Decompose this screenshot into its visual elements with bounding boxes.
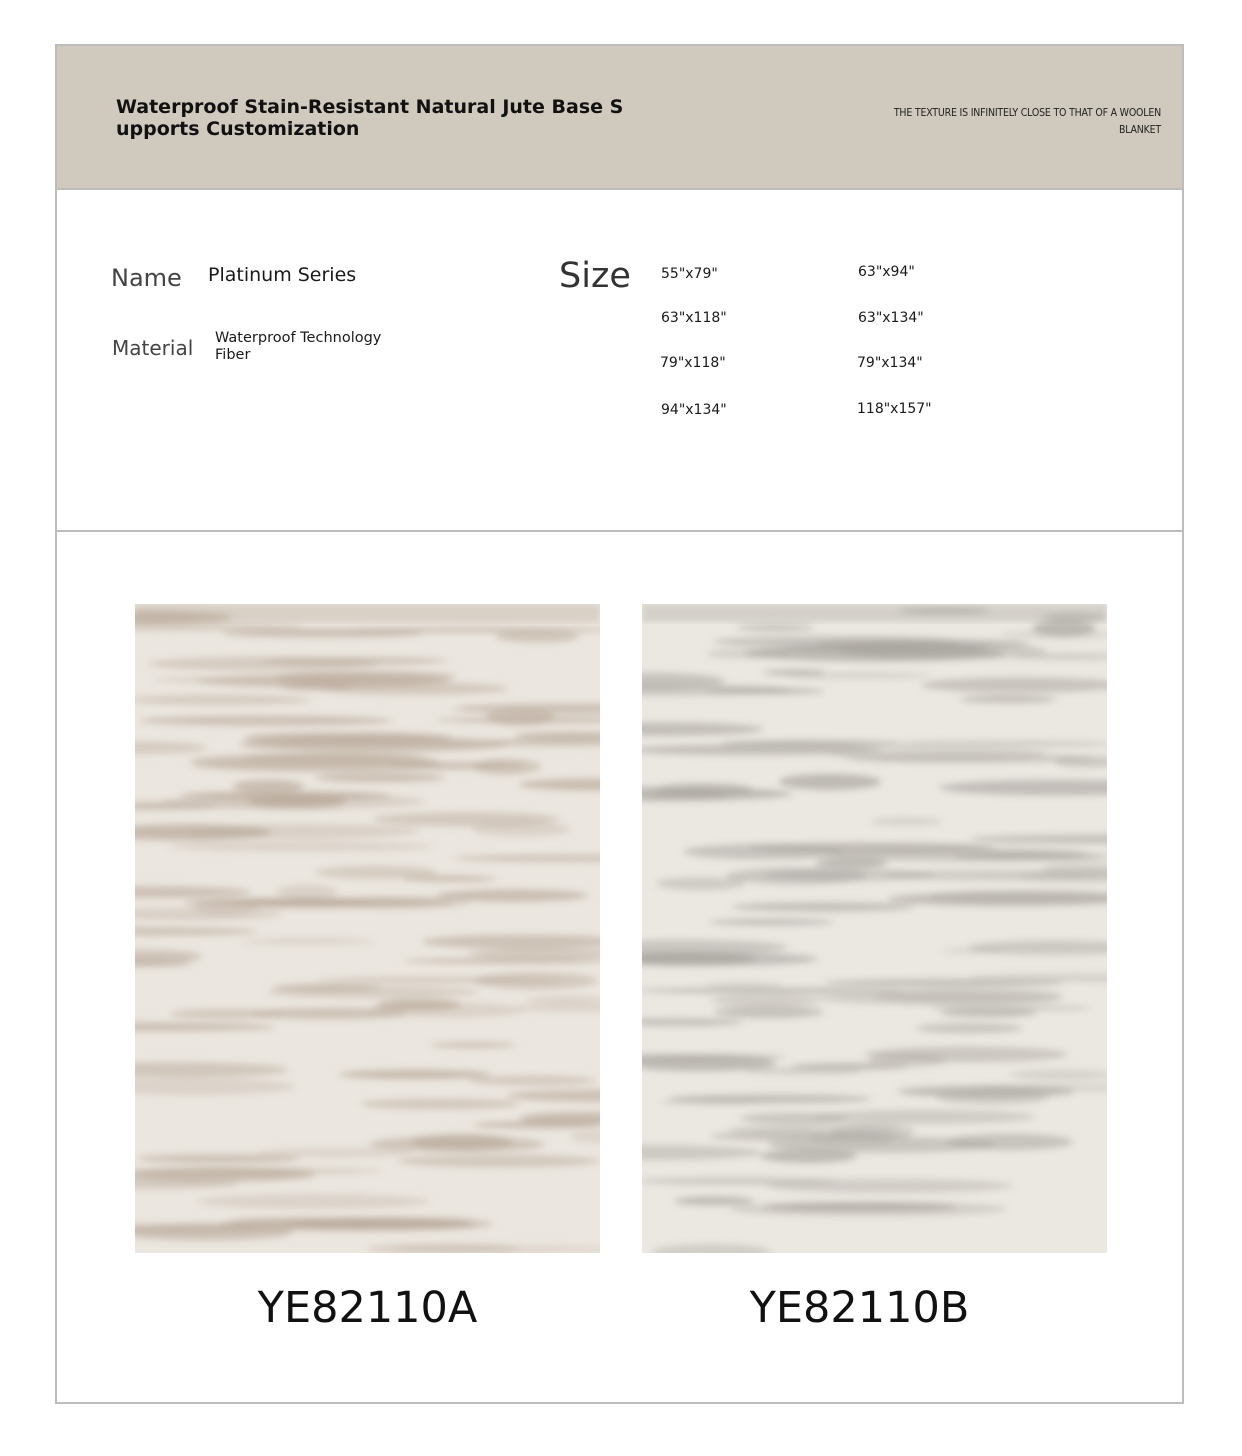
rug-streak (135, 695, 311, 706)
product-code: YE82110A (257, 1283, 478, 1333)
rug-streak (642, 988, 905, 994)
rug-streak (726, 868, 868, 885)
rug-edge (642, 604, 1107, 622)
rug-streak (929, 1005, 1092, 1011)
rug-streak (267, 986, 479, 998)
name-value: Platinum Series (208, 264, 357, 286)
size-option: 79"x134" (857, 355, 923, 371)
header-banner (57, 46, 1182, 190)
rug-streak (139, 716, 393, 726)
size-option: 118"x157" (857, 401, 932, 417)
rug-streak (153, 677, 370, 682)
rug-streak (729, 1202, 1007, 1216)
rug-streak (960, 695, 1057, 703)
rug-streak (262, 657, 448, 664)
rug-streak (731, 902, 915, 912)
rug-streak (485, 709, 555, 725)
rug-streak (674, 1196, 754, 1205)
rug-streak (779, 774, 882, 790)
rug-streak (880, 740, 1108, 748)
rug-streak (240, 737, 509, 752)
product-sheet (55, 44, 1184, 1404)
rug-streak (468, 1076, 597, 1086)
rug-streak (817, 991, 1065, 1005)
material-label: Material (112, 336, 194, 360)
rug-streak (339, 1070, 491, 1079)
rug-streak (315, 773, 445, 783)
rug-streak (871, 818, 943, 826)
rug-streak (709, 919, 834, 925)
rug-streak (1032, 621, 1096, 637)
rug-streak (711, 994, 821, 1007)
rug-streak (398, 1155, 600, 1167)
rug-streak (745, 645, 1005, 662)
rug-streak (315, 977, 563, 982)
size-option: 94"x134" (661, 402, 727, 418)
rug-streak (410, 1134, 513, 1150)
rug-streak (361, 1099, 520, 1110)
rug-image (642, 604, 1107, 1253)
size-option: 55"x79" (661, 266, 718, 282)
product-code: YE82110B (749, 1283, 970, 1333)
rug-streak (714, 1006, 824, 1018)
rug-streak (865, 1047, 1068, 1063)
rug-streak (279, 682, 356, 690)
rug-streak (660, 1099, 764, 1106)
name-label: Name (111, 264, 182, 292)
product-gallery (57, 532, 1182, 1402)
rug-image (135, 604, 600, 1253)
rug-streak (253, 1008, 407, 1020)
rug-streak (232, 780, 304, 793)
rug-streak (436, 890, 588, 902)
rug-streak (216, 1219, 476, 1231)
rug-streak (222, 629, 424, 637)
rug-streak (472, 822, 570, 836)
rug-streak (683, 844, 846, 859)
rug-streak (495, 631, 579, 643)
rug-streak (745, 1067, 862, 1075)
rug-streak (242, 939, 374, 945)
page-title: Waterproof Stain-Resistant Natural Jute Base Supports Customization (116, 96, 624, 140)
rug-streak (166, 842, 434, 852)
rug-streak (740, 1113, 848, 1124)
rug-streak (767, 1179, 1013, 1193)
rug-streak (952, 853, 1107, 861)
size-option: 79"x118" (660, 355, 726, 371)
rug-streak (322, 682, 508, 695)
material-value: Waterproof Technology Fiber (215, 330, 382, 363)
specifications (57, 190, 1182, 532)
rug-streak (315, 866, 438, 879)
rug-streak (737, 624, 814, 632)
rug-streak (916, 1023, 1023, 1033)
rug-streak (243, 753, 426, 761)
rug-streak (897, 1086, 1075, 1098)
rug-streak (705, 983, 782, 988)
rug-streak (830, 1132, 911, 1140)
rug-streak (823, 979, 1064, 987)
rug-streak (786, 673, 931, 679)
rug-streak (136, 1154, 300, 1163)
size-label: Size (559, 256, 631, 296)
size-option: 63"x118" (661, 310, 727, 326)
rug-streak (430, 1042, 516, 1048)
rug-edge (135, 604, 600, 622)
rug-texture (135, 604, 600, 1253)
rug-streak (815, 858, 888, 869)
size-option: 63"x94" (858, 264, 915, 280)
tagline: THE TEXTURE IS INFINITELY CLOSE TO THAT OF A WOOLEN BLANKET (893, 107, 1161, 136)
rug-texture (642, 604, 1107, 1253)
rug-streak (249, 795, 346, 809)
rug-streak (473, 759, 541, 775)
size-option: 63"x134" (858, 310, 924, 326)
rug-streak (403, 958, 600, 964)
rug-streak (197, 1194, 429, 1209)
rug-streak (276, 885, 337, 899)
